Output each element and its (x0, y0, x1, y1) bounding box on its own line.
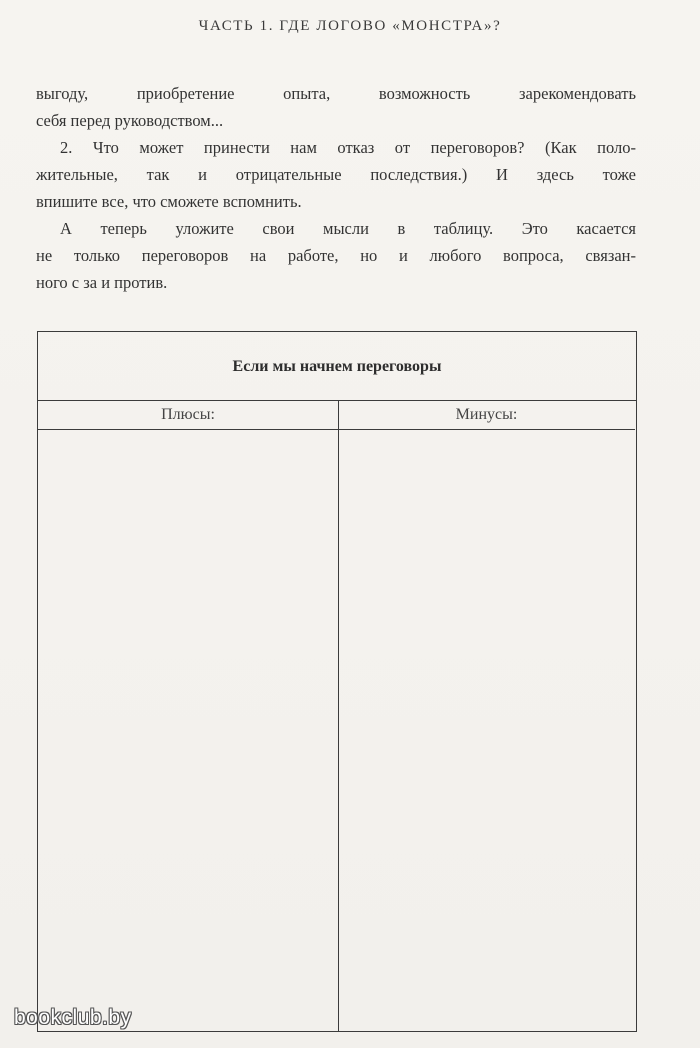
text-line: А теперь уложите свои мысли в таблицу. Это касается (60, 219, 636, 238)
text-line: 2. Что может принести нам отказ от переговоров? (Как поло- (60, 138, 636, 157)
text-line: выгоду, приобретение опыта, возможность зарекомендовать (36, 84, 636, 103)
watermark: bookclub.by (14, 1006, 132, 1029)
body-text (36, 80, 636, 296)
text-line: себя перед руководством... (36, 111, 224, 130)
text-line: не только переговоров на работе, но и любого вопроса, связан- (36, 246, 636, 265)
text-line: впишите все, что сможете вспомнить. (36, 192, 302, 211)
table-title: Если мы начнем переговоры (38, 332, 636, 401)
pros-cons-table (37, 331, 637, 1032)
text-line: жительные, так и отрицательные последствия.) И здесь тоже (36, 165, 636, 184)
text-line: ного с за и против. (36, 273, 168, 292)
pros-cell[interactable] (38, 430, 338, 1030)
cons-column-header: Минусы: (338, 401, 635, 430)
pros-column-header: Плюсы: (38, 401, 338, 430)
running-head: ЧАСТЬ 1. ГДЕ ЛОГОВО «МОНСТРА»? (198, 18, 502, 34)
cons-cell[interactable] (339, 430, 635, 1030)
